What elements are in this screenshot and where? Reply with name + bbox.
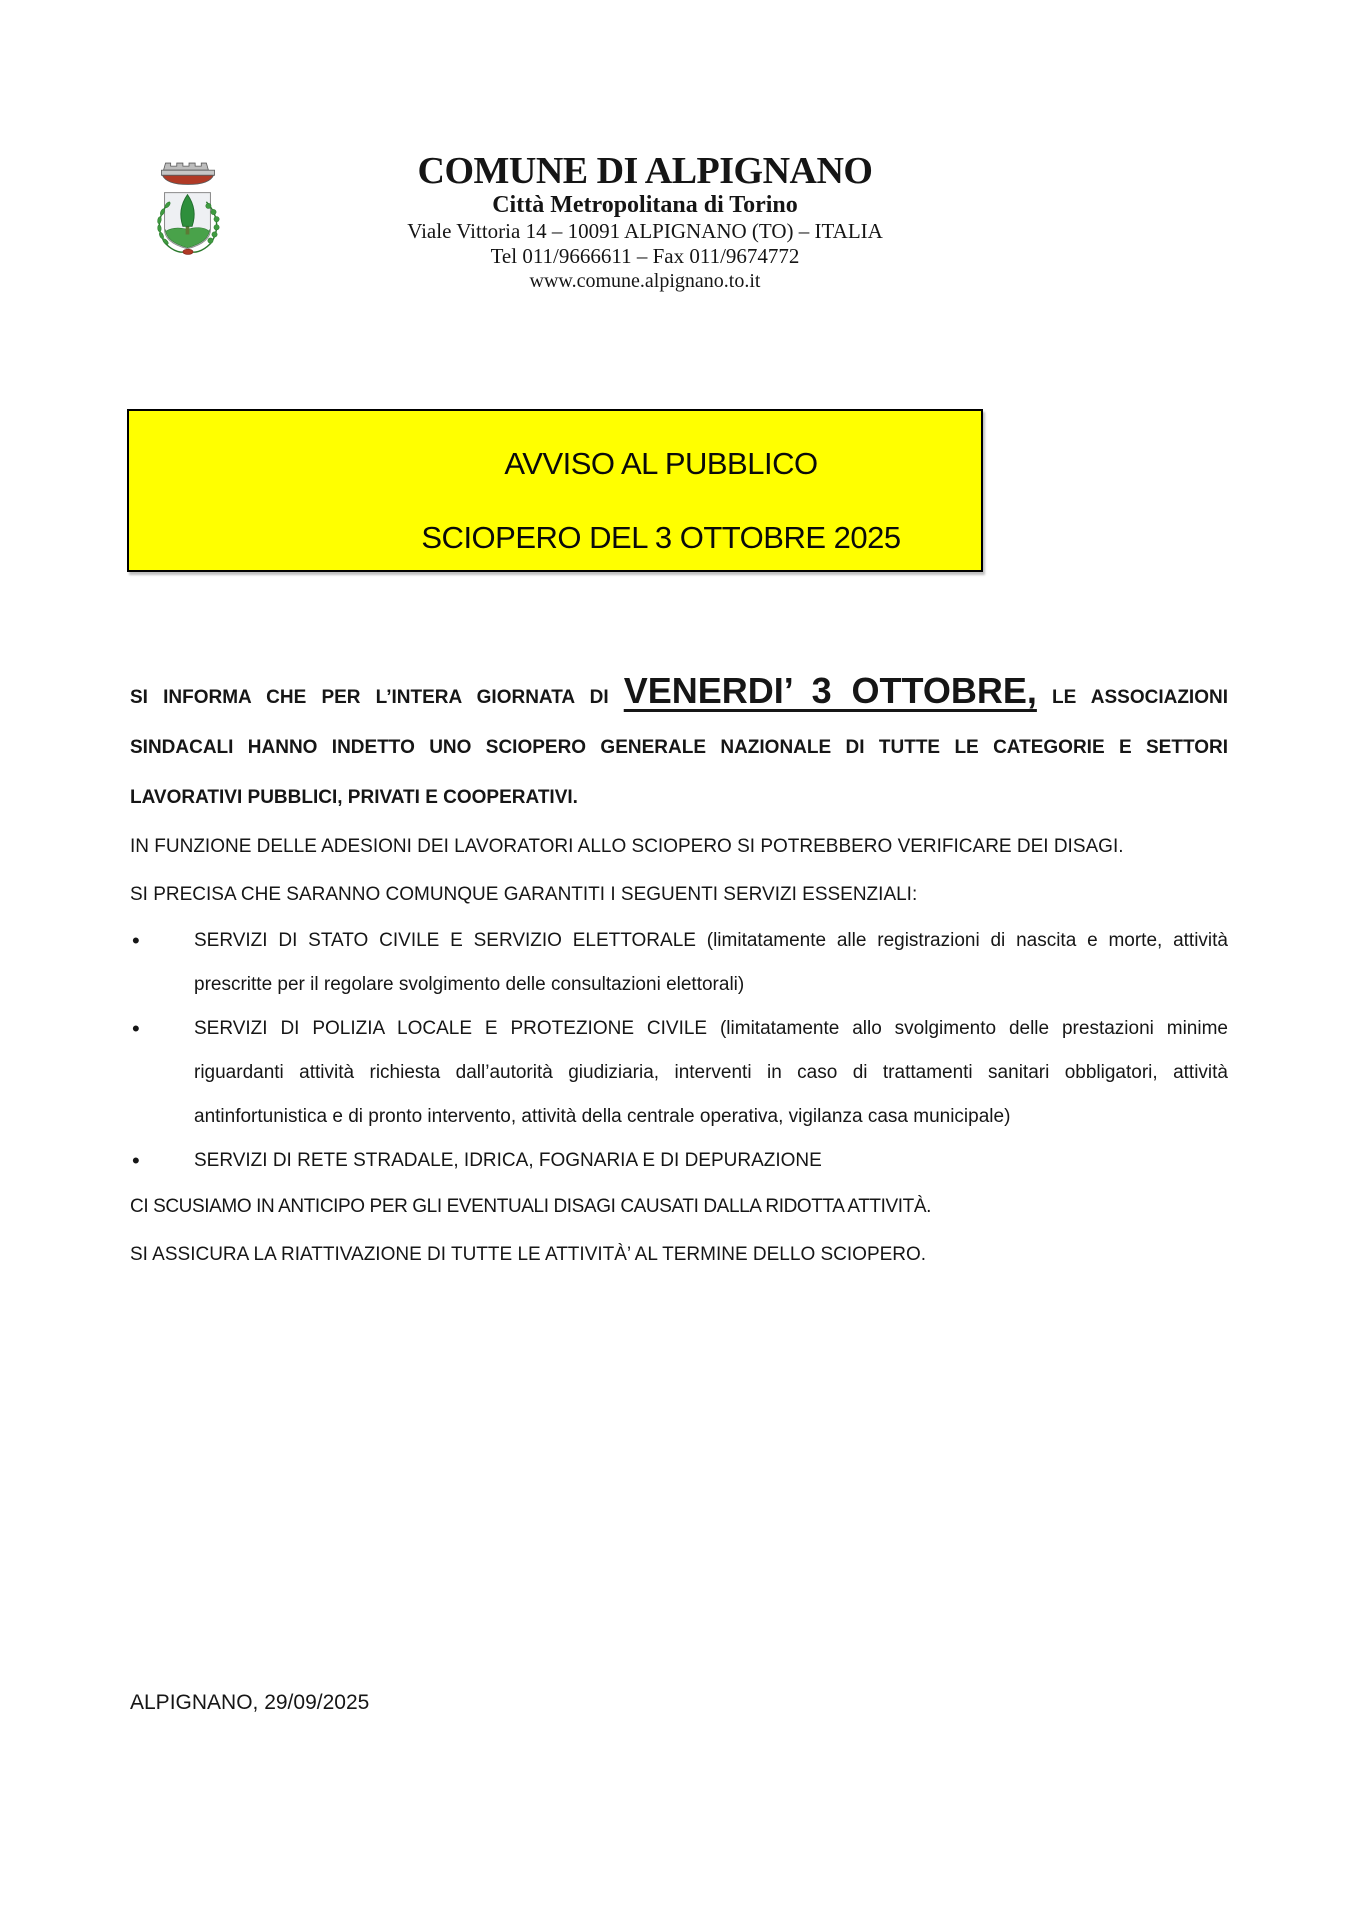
guaranteed-services-list — [130, 919, 1228, 1183]
notice-banner — [127, 409, 983, 572]
announcement-rest: LE ASSOCIAZIONI SINDACALI HANNO INDETTO UNO SCIOPERO GENERALE NAZIONALE DI TUTTE LE CATEGORIE E SETTORI LAVORATIVI PUBBLICI, PRIVATI E COOPERATIVI. — [130, 687, 1228, 808]
paragraph-apology: CI SCUSIAMO IN ANTICIPO PER GLI EVENTUALI DISAGI CAUSATI DALLA RIDOTTA ATTIVITÀ. — [130, 1196, 932, 1217]
announcement-lead: SI INFORMA CHE PER L’INTERA GIORNATA DI — [130, 687, 624, 708]
paragraph-resumption: SI ASSICURA LA RIATTIVAZIONE DI TUTTE LE ATTIVITÀ’ AL TERMINE DELLO SCIOPERO. — [130, 1244, 927, 1265]
phone-fax-line: Tel 011/9666611 – Fax 011/9674772 — [490, 244, 800, 268]
banner-title: AVVISO AL PUBBLICO — [504, 446, 818, 481]
list-item-civil-registry: • SERVIZI DI STATO CIVILE E SERVIZIO ELETTORALE (limitatamente alle registrazioni di nascita e morte, attività prescritte per il regolare svolgimento delle consultazioni elettorali) — [130, 919, 1228, 1007]
paragraph-guaranteed-services-intro: SI PRECISA CHE SARANNO COMUNQUE GARANTITI I SEGUENTI SERVIZI ESSENZIALI: — [130, 884, 918, 905]
municipality-name: COMUNE DI ALPIGNANO — [417, 150, 873, 192]
metropolitan-city-line: Città Metropolitana di Torino — [492, 192, 798, 218]
notice-body — [130, 666, 1228, 1279]
strike-date-highlight: VENERDI’ 3 OTTOBRE, — [623, 670, 1037, 711]
place-date-line: ALPIGNANO, 29/09/2025 — [130, 1691, 370, 1714]
address-line: Viale Vittoria 14 – 10091 ALPIGNANO (TO) – ITALIA — [407, 219, 883, 243]
alpignano-coat-of-arms-icon — [146, 161, 230, 261]
banner-subtitle: SCIOPERO DEL 3 OTTOBRE 2025 — [421, 520, 901, 555]
paragraph-announcement — [130, 666, 1228, 823]
list-item-road-water-services: • SERVIZI DI RETE STRADALE, IDRICA, FOGNARIA E DI DEPURAZIONE — [130, 1139, 1228, 1183]
website-line: www.comune.alpignano.to.it — [529, 270, 761, 292]
paragraph-disruptions: IN FUNZIONE DELLE ADESIONI DEI LAVORATORI ALLO SCIOPERO SI POTREBBERO VERIFICARE DEI DISAGI. — [130, 836, 1124, 857]
letterhead — [345, 150, 945, 293]
list-item-local-police: • SERVIZI DI POLIZIA LOCALE E PROTEZIONE CIVILE (limitatamente allo svolgimento delle prestazioni minime riguardanti attività richiesta dall’autorità giudiziaria, interventi in caso di trattamenti sanitari obbligatori, attività antinfortunistica e di pronto intervento, attività della centrale operativa, vigilanza casa municipale) — [130, 1007, 1228, 1139]
mural-crown — [161, 163, 214, 184]
